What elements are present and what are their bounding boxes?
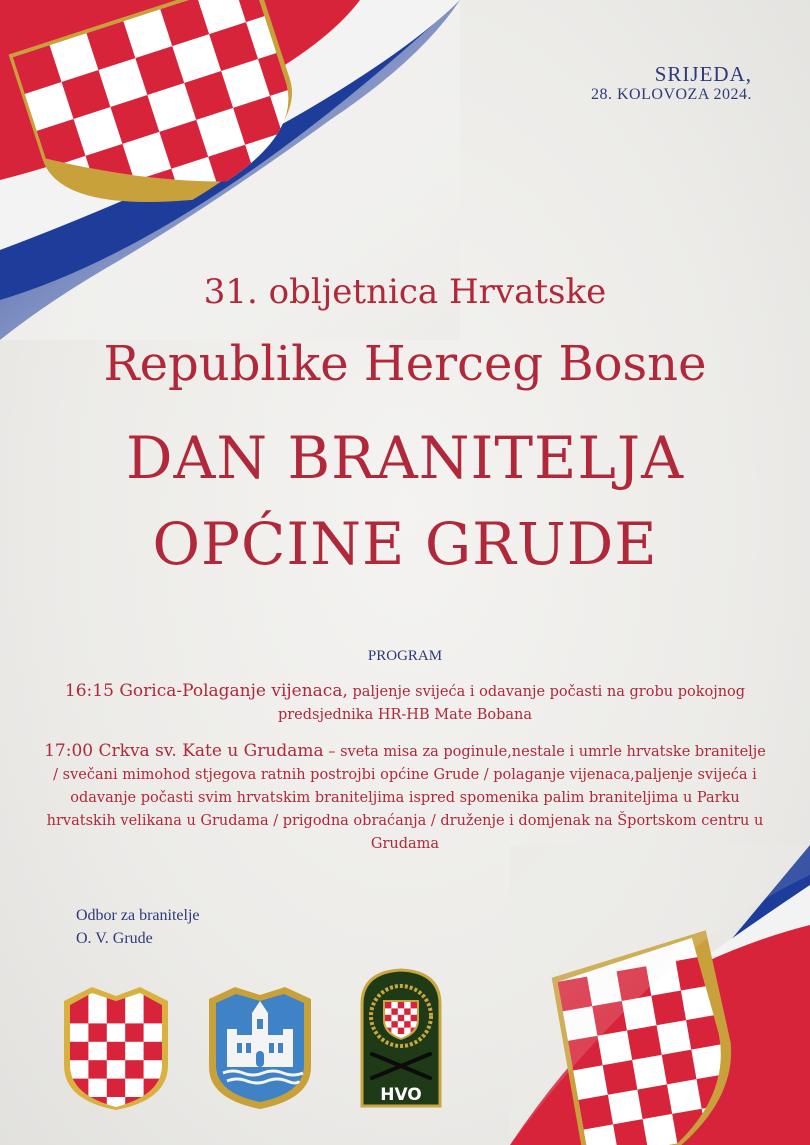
event-full-date: 28. KOLOVOZA 2024.: [591, 86, 752, 104]
title-line-2: Republike Herceg Bosne: [103, 336, 707, 392]
program-item-1-lead: 16:15 Gorica-Polaganje vijenaca,: [64, 681, 348, 701]
signature: [76, 904, 200, 950]
grude-coat-of-arms-logo: [205, 985, 315, 1110]
hvo-badge-text: HVO: [380, 1085, 422, 1105]
title-line-3: DAN BRANITELJA: [125, 424, 685, 492]
program-item-1: [40, 680, 770, 727]
hvo-badge-logo: [358, 968, 444, 1110]
program-item-2: [40, 740, 770, 856]
checkered-shield-logo: [62, 985, 170, 1110]
title-line-1: 31. obljetnica Hrvatske: [203, 272, 607, 312]
title-line-4: OPĆINE GRUDE: [152, 510, 658, 578]
event-day: SRIJEDA,: [654, 62, 752, 86]
program-item-2-lead: 17:00 Crkva sv. Kate u Grudama: [44, 741, 324, 761]
program-item-1-text: paljenje svijeća i odavanje počasti na grobu pokojnog predsjednika HR-HB Mate Bobana: [277, 684, 746, 723]
program-heading: PROGRAM: [367, 648, 443, 664]
signature-line-1: Odbor za branitelje: [76, 907, 200, 924]
program-item-2-text: – sveta misa za poginule,nestale i umrle hrvatske branitelje / svečani mimohod stjegova ratnih postrojbi općine Grude / polaganje vijenaca,paljenje svijeća i odavanje počasti svim hrvatskim braniteljima ispred spomenika palim braniteljima u Parku hrvatskih velikana u Grudama / prigodna obraćanja / druženje i domjenak na Športskom centru u Grudama: [46, 744, 766, 852]
event-date: [591, 62, 752, 105]
flag-bottom-right: [510, 845, 810, 1145]
signature-line-2: O. V. Grude: [76, 930, 153, 947]
